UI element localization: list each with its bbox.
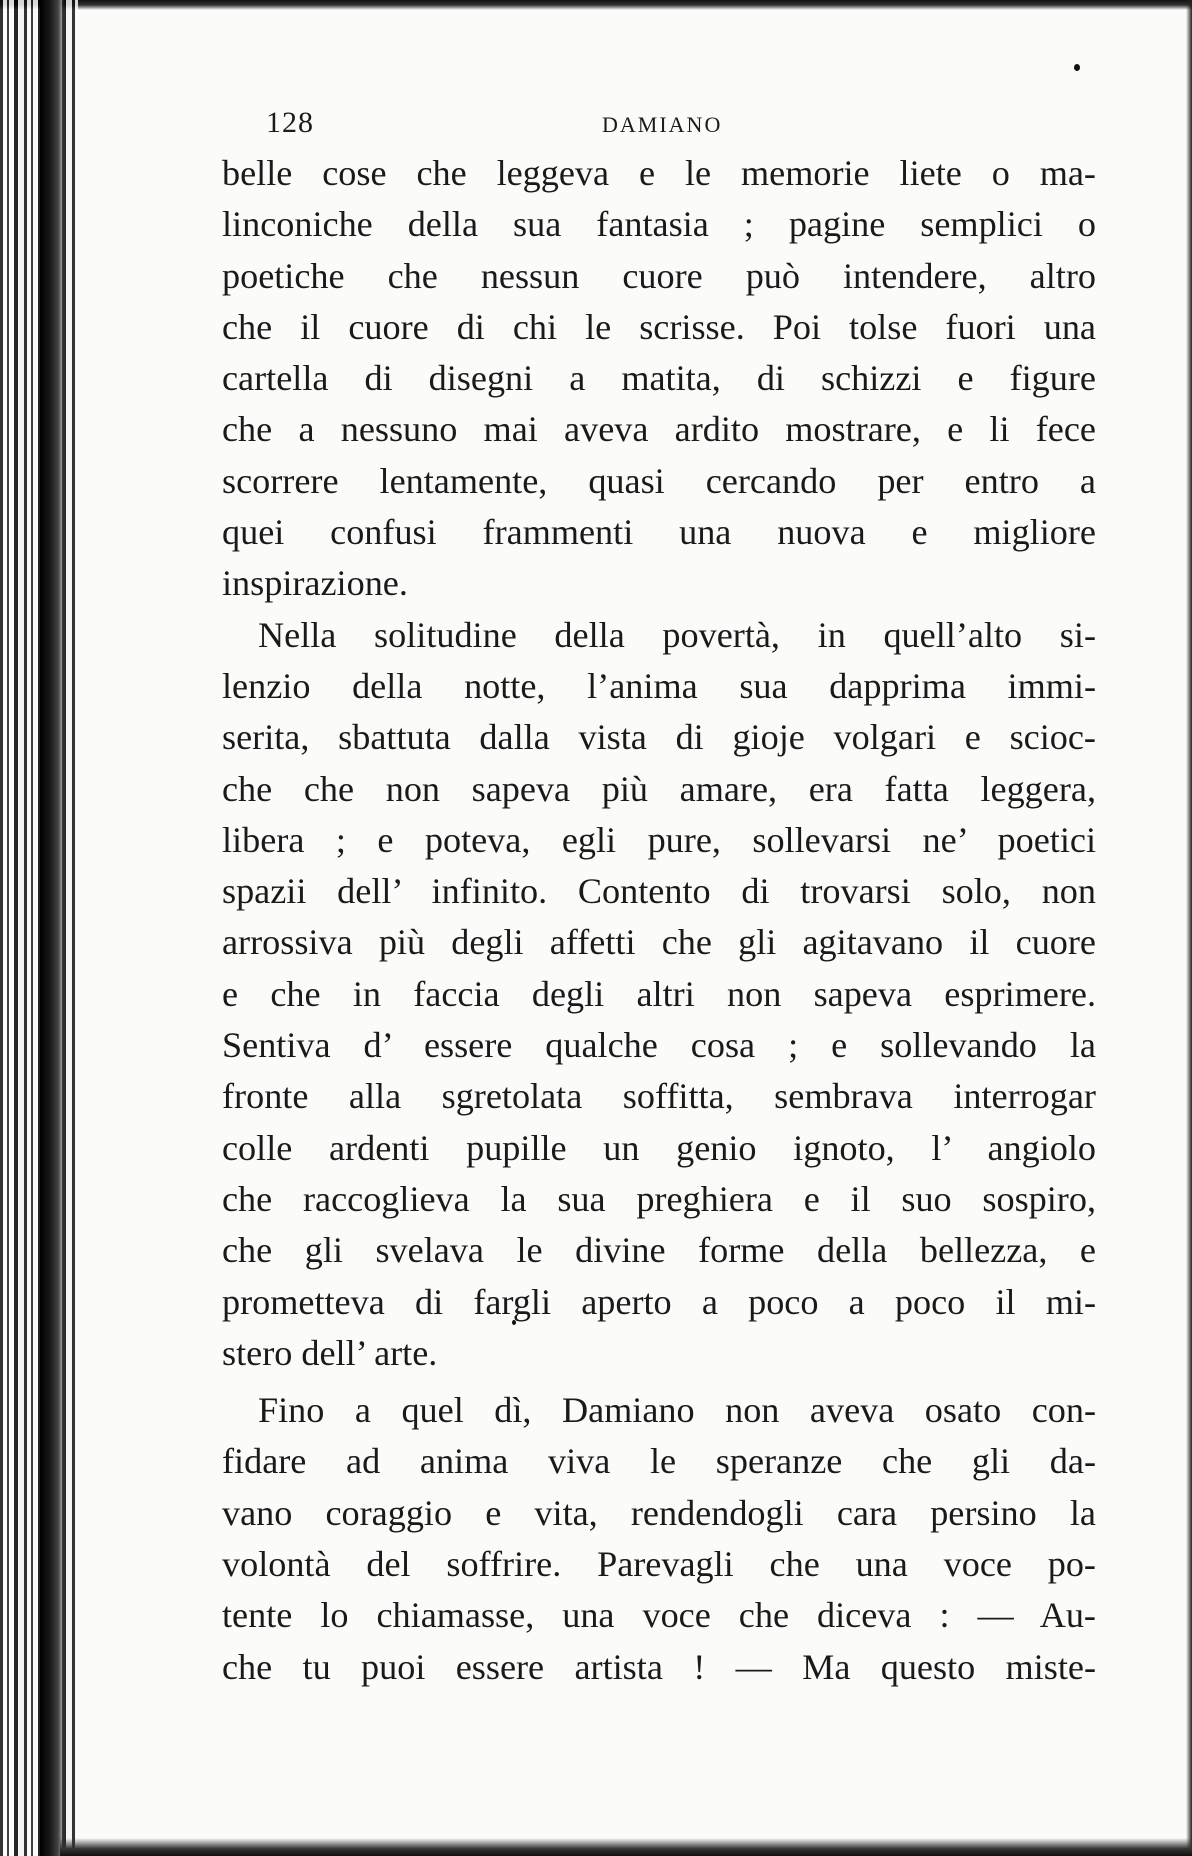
text-line: e che in faccia degli altri non sapeva esprimere. xyxy=(222,973,1096,1014)
text-line: che raccoglieva la sua preghiera e il suo sospiro, xyxy=(222,1178,1096,1219)
text-line: prometteva di fargli aperto a poco a poco il mi- xyxy=(222,1281,1096,1322)
text-line: Fino a quel dì, Damiano non aveva osato con- xyxy=(258,1390,1096,1431)
text-line: colle ardenti pupille un genio ignoto, l’ angiolo xyxy=(222,1127,1096,1168)
page-number: 128 xyxy=(266,106,314,139)
scan-bottom-edge xyxy=(60,1838,1192,1856)
scan-right-edge xyxy=(1186,0,1192,1856)
text-line: libera ; e poteva, egli pure, sollevarsi ne’ poetici xyxy=(222,819,1096,860)
text-line: scorrere lentamente, quasi cercando per entro a xyxy=(222,460,1096,501)
text-line: quei confusi frammenti una nuova e migliore xyxy=(222,512,1096,553)
text-line: che tu puoi essere artista ! — Ma questo miste- xyxy=(222,1646,1096,1687)
text-line: che a nessuno mai aveva ardito mostrare, e li fece xyxy=(222,409,1096,450)
text-line: cartella di disegni a matita, di schizzi e figure xyxy=(222,358,1096,399)
running-head: DAMIANO xyxy=(602,112,723,137)
text-line: spazii dell’ infinito. Contento di trovarsi solo, non xyxy=(222,871,1096,912)
text-line: volontà del soffrire. Parevagli che una voce po- xyxy=(222,1544,1096,1585)
text-line: lenzio della notte, l’anima sua dapprima immi- xyxy=(222,665,1096,706)
text-line: linconiche della sua fantasia ; pagine semplici o xyxy=(222,204,1096,245)
text-line: fronte alla sgretolata soffitta, sembrava interrogar xyxy=(222,1076,1096,1117)
scan-top-edge xyxy=(0,0,1192,10)
text-line: che il cuore di chi le scrisse. Poi tolse fuori una xyxy=(222,306,1096,347)
text-line: arrossiva più degli affetti che gli agitavano il cuore xyxy=(222,922,1096,963)
scan-binding-shadow xyxy=(40,0,66,1856)
text-line: vano coraggio e vita, rendendogli cara persino la xyxy=(222,1492,1096,1533)
text-line: belle cose che leggeva e le memorie liete o ma- xyxy=(222,153,1096,193)
text-line: Nella solitudine della povertà, in quell’alto si- xyxy=(258,614,1096,655)
scan-binding-edge xyxy=(0,0,78,1856)
text-line: che gli svelava le divine forme della bellezza, e xyxy=(222,1230,1096,1271)
text-line: tente lo chiamasse, una voce che diceva : — Au- xyxy=(222,1595,1096,1636)
ink-speck xyxy=(1074,64,1080,71)
text-line: che che non sapeva più amare, era fatta leggera, xyxy=(222,768,1096,809)
text-line: stero dell’ arte. xyxy=(222,1332,438,1373)
text-line: fidare ad anima viva le speranze che gli da- xyxy=(222,1441,1096,1482)
text-line: Sentiva d’ essere qualche cosa ; e sollevando la xyxy=(222,1025,1096,1066)
text-line: poetiche che nessun cuore può intendere, altro xyxy=(222,255,1096,296)
body-text xyxy=(222,148,1096,1693)
text-line: serita, sbattuta dalla vista di gioje volgari e scioc- xyxy=(222,717,1096,758)
page-header xyxy=(222,106,1102,146)
text-line: inspirazione. xyxy=(222,563,408,604)
